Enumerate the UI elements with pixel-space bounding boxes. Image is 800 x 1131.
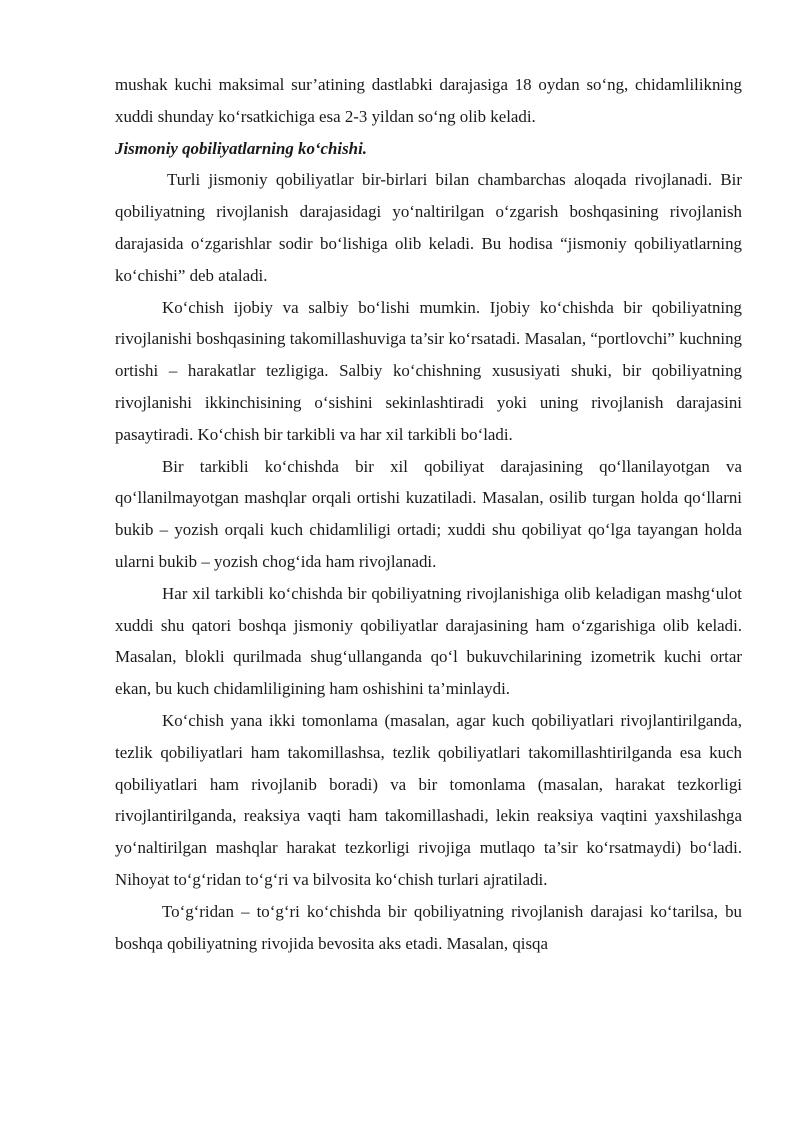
section-heading: Jismoniy qobiliyatlarning ko‘chishi. bbox=[115, 138, 367, 158]
paragraph: Ko‘chish yana ikki tomonlama (masalan, agar kuch qobiliyatlari rivojlantirilganda, tezlik qobiliyatlari ham takomillashsa, tezlik qobiliyatlari takomillashtirilganda esa kuch qobiliyatlari ham rivojlanib boradi) va bir tomonlama (masalan, harakat tezkorligi rivojlantirilganda, reaksiya vaqti ham takomillashadi, lekin reaksiya vaqtini yaxshilashga yo‘naltirilgan mashqlar harakat tezkorligi rivojiga mutlaqo ta’sir ko‘rsatmaydi) bo‘ladi. Nihoyat to‘g‘ridan to‘g‘ri va bilvosita ko‘chish turlari ajratiladi. bbox=[115, 710, 742, 889]
paragraph-continuation: mushak kuchi maksimal sur’atining dastlabki darajasiga 18 oydan so‘ng, chidamlilikning xuddi shunday ko‘rsatkichiga esa 2-3 yildan so‘ng olib keladi. bbox=[115, 75, 742, 126]
paragraph: Har xil tarkibli ko‘chishda bir qobiliyatning rivojlanishiga olib keladigan mashg‘ulot xuddi shu qatori boshqa jismoniy qobiliyatlar darajasining ham o‘zgarishiga olib keladi. Masalan, blokli qurilmada shug‘ullanganda qo‘l bukuvchilarining izometrik kuchi ortar ekan, bu kuch chidamliligining ham oshishini ta’minlaydi. bbox=[115, 583, 742, 699]
paragraph: Ko‘chish ijobiy va salbiy bo‘lishi mumkin. Ijobiy ko‘chishda bir qobiliyatning rivojlanishi boshqasining takomillashuviga ta’sir ko‘rsatadi. Masalan, “portlovchi” kuchning ortishi – harakatlar tezligiga. Salbiy ko‘chishning xususiyati shuki, bir qobiliyatning rivojlanishi ikkinchisining o‘sishini sekinlashtiradi yoki uning rivojlanish darajasini pasaytiradi. Ko‘chish bir tarkibli va har xil tarkibli bo‘ladi. bbox=[115, 297, 742, 444]
paragraph: Turli jismoniy qobiliyatlar bir-birlari bilan chambarchas aloqada rivojlanadi. Bir qobiliyatning rivojlanish darajasidagi yo‘naltirilgan o‘zgarish boshqasining rivojlanish darajasida o‘zgarishlar sodir bo‘lishiga olib keladi. Bu hodisa “jismoniy qobiliyatlarning ko‘chishi” deb ataladi. bbox=[115, 170, 742, 285]
paragraph: Bir tarkibli ko‘chishda bir xil qobiliyat darajasining qo‘llanilayotgan va qo‘llanilmayotgan mashqlar orqali ortishi kuzatiladi. Masalan, osilib turgan holda qo‘llarni bukib – yozish orqali kuch chidamliligi ortadi; xuddi shu qobiliyat qo‘lga tayangan holda ularni bukib – yozish chog‘ida ham rivojlanadi. bbox=[115, 456, 742, 571]
document-page bbox=[115, 69, 742, 959]
paragraph: To‘g‘ridan – to‘g‘ri ko‘chishda bir qobiliyatning rivojlanish darajasi ko‘tarilsa, bu boshqa qobiliyatning rivojida bevosita aks etadi. Masalan, qisqa bbox=[115, 901, 742, 953]
